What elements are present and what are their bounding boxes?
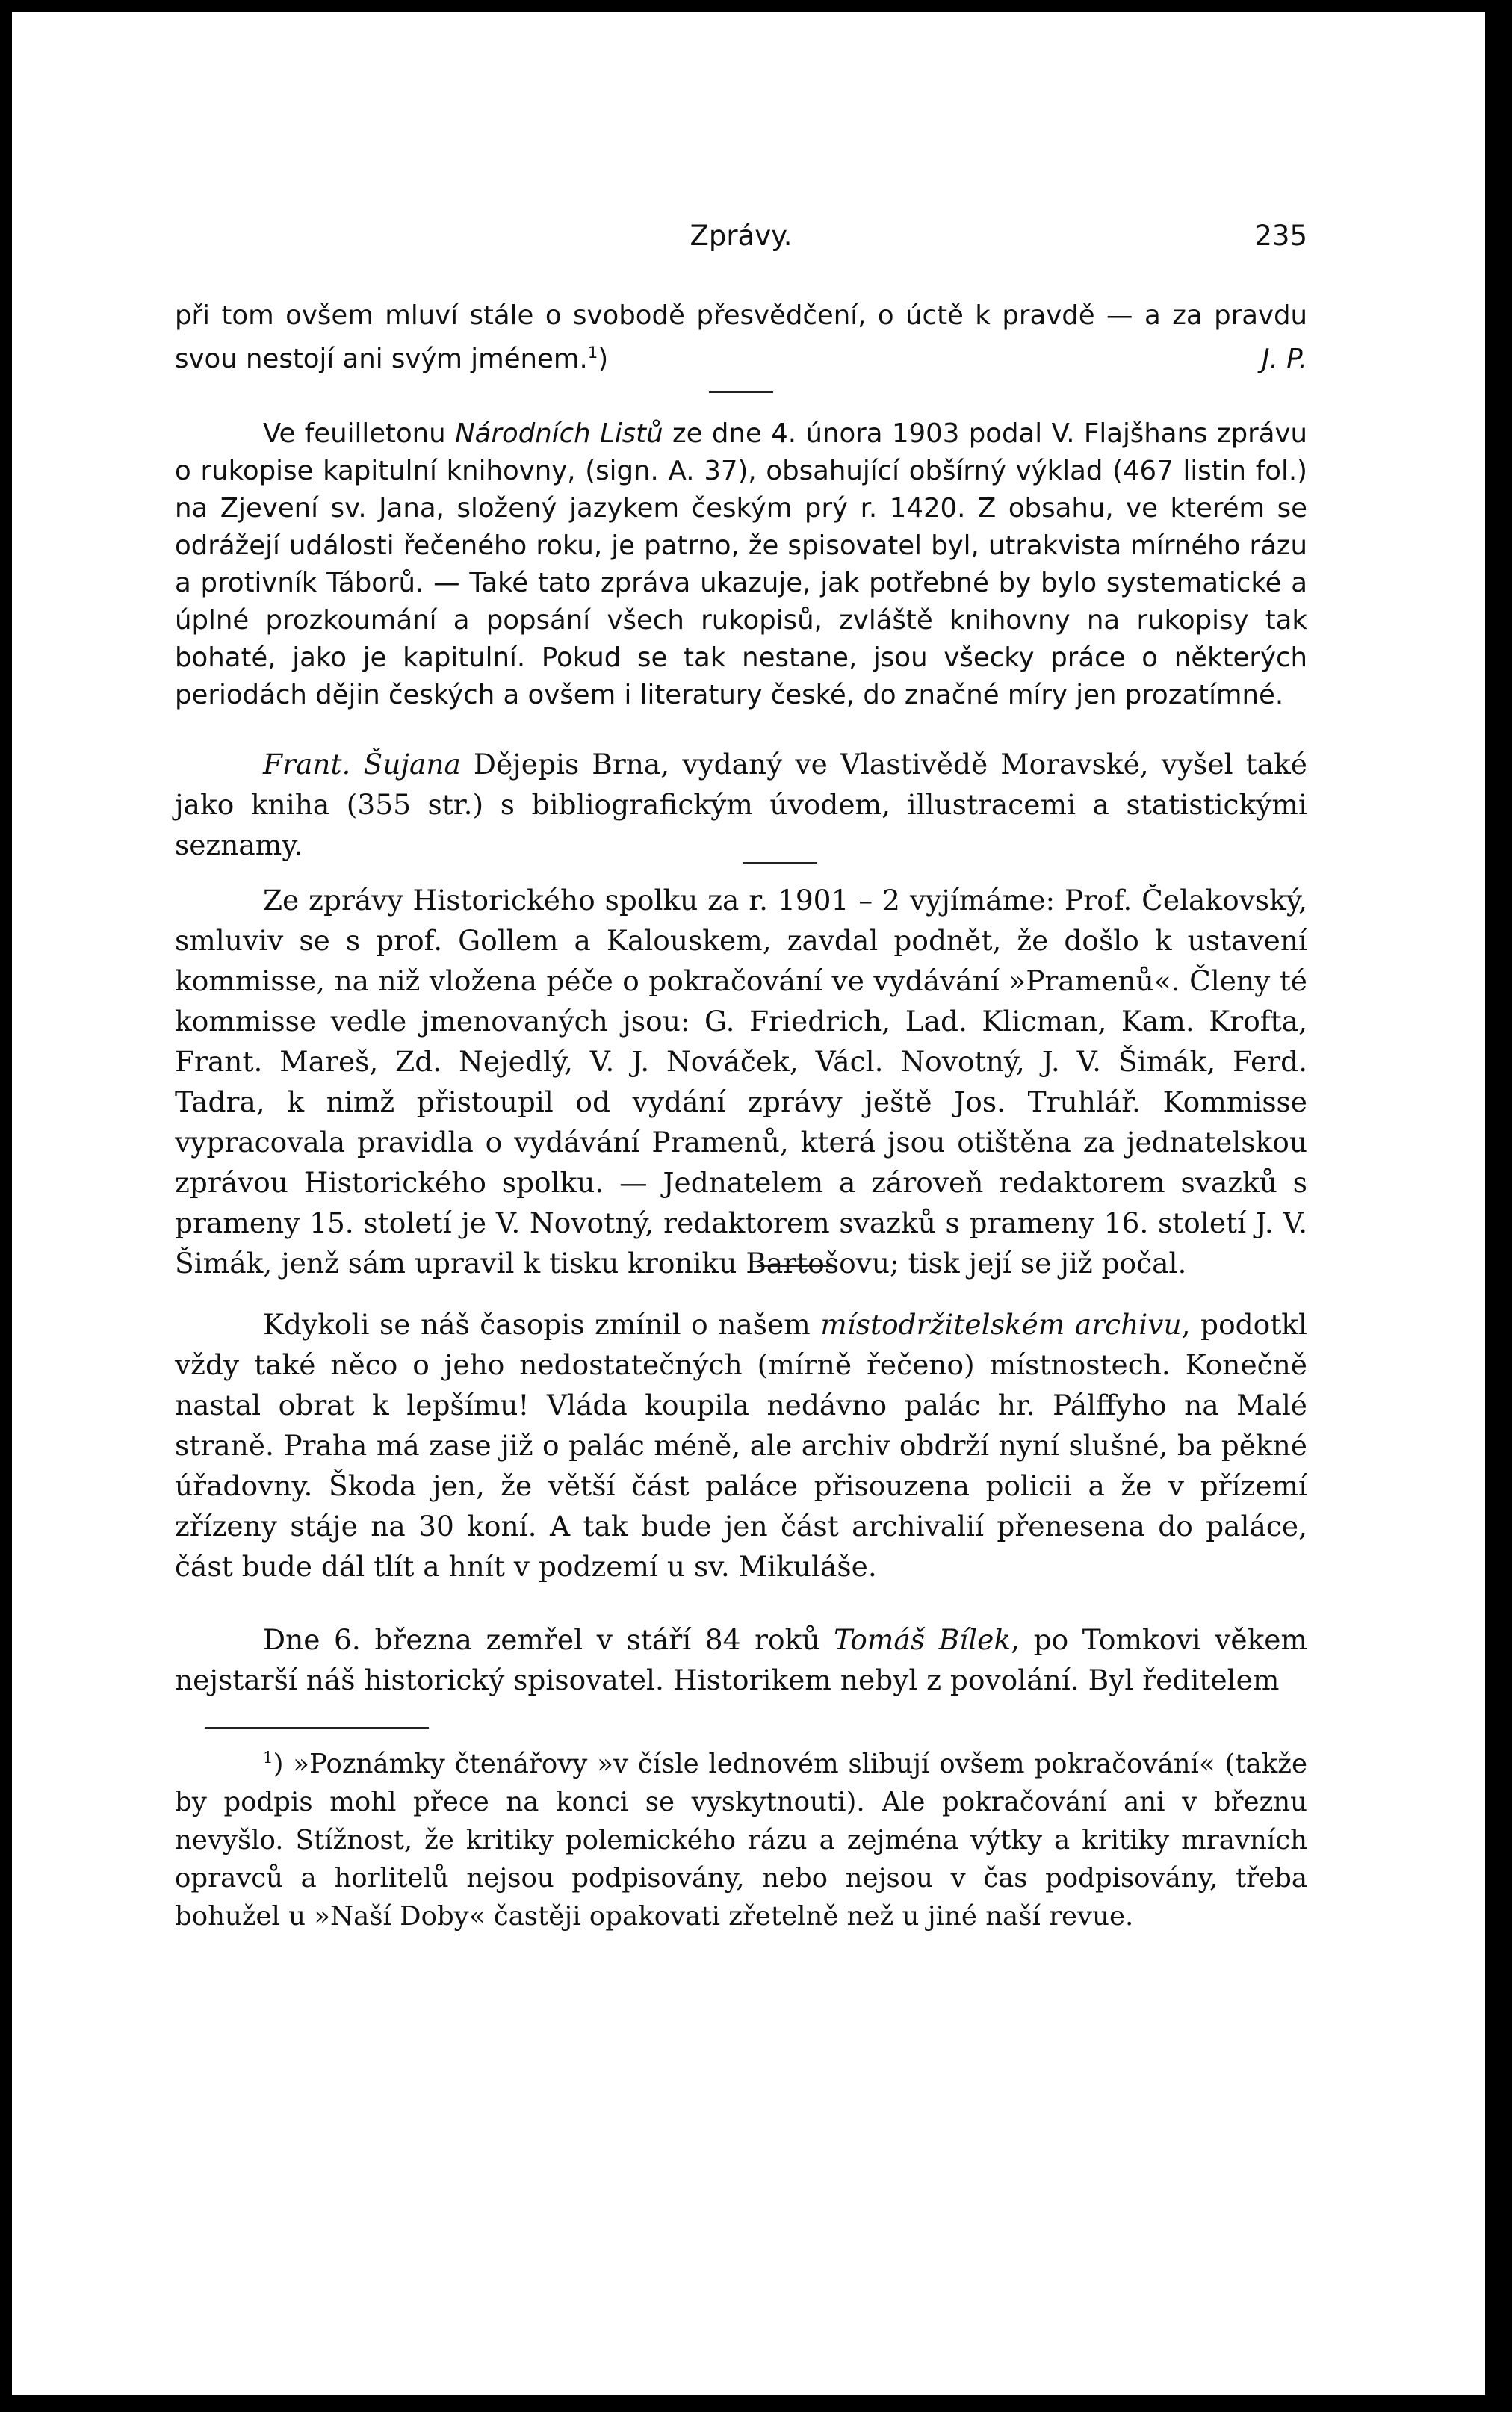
page-number: 235 — [1254, 220, 1307, 252]
paragraph-4: Ze zprávy Historického spolku za r. 1901 – 2 vyjímáme: Prof. Čelakovský, smluviv se s prof. Gollem a Kalouskem, zavdal podnět, že došlo k ustavení kommisse, na niž vložena péče o pokračování ve vydávání »Pramenů«. Členy té kommisse vedle jmenovaných jsou: G. Friedrich, Lad. Klicman, Kam. Krofta, Frant. Mareš, Zd. Nejedlý, V. J. Nováček, Václ. Novotný, J. V. Šimák, Ferd. Tadra, k nimž přistoupil od vydání zprávy ještě Jos. Truhlář. Kommisse vypracovala pravidla o vydávání Pramenů, která jsou otištěna za jednatelskou zprávou Historického spolku. — Jednatelem a zároveň redaktorem svazků s prameny 15. století je V. Novotný, redaktorem svazků s prameny 16. století J. V. Šimák, jenž sám upravil k tisku kroniku Bartošovu; tisk její se již počal. — [175, 883, 1307, 1280]
paragraph-3 — [175, 744, 1307, 865]
person-name: Tomáš Bílek — [834, 1622, 1011, 1656]
paragraph-2-lead: Ve feuilletonu — [263, 418, 456, 449]
paragraph-2-text: ze dne 4. února 1903 podal V. Flajšhans zprávu o rukopise kapitulní knihovny, (sign. A. 37), obsahující obšírný výklad (467 listin fol.) na Zjevení sv. Jana, složený jazykem českým prý r. 1420. Z obsahu, ve kterém se odrážejí události řečeného roku, je patrno, že spisovatel byl, utrakvista mírného rázu a protivník Táborů. — Také tato zpráva ukazuje, jak potřebné by bylo systematické a úplné prozkoumání a popsání všech rukopisů, zvláště knihovny na rukopisy tak bohaté, jako je kapitulní. Pokud se tak nestane, jsou všecky práce o některých periodách dějin českých a ovšem i literatury české, do značné míry jen prozatímné. — [175, 418, 1307, 710]
footnote-mark: 1 — [263, 1748, 273, 1767]
paragraph-2 — [175, 415, 1307, 714]
archive-name: místodržitelském archivu — [820, 1307, 1182, 1341]
newspaper-title: Národních Listů — [455, 418, 663, 449]
section-divider-1 — [709, 391, 773, 393]
paragraph-5-text: , podotkl vždy také něco o jeho nedostatečných (mírně řečeno) místnostech. Konečně nastal obrat k lepšímu! Vláda koupila nedávno palác hr. Pálffyho na Malé straně. Praha má zase již o palác méně, ale archiv obdrží nyní slušné, ba pěkné úřadovny. Škoda jen, že větší část paláce přisouzena policii a že v přízemí zřízeny stáje na 30 koní. A tak bude jen část archivalií přenesena do paláce, část bude dál tlít a hnít v podzemí u sv. Mikuláše. — [175, 1307, 1308, 1583]
paragraph-1-text: při tom ovšem mluví stále o svobodě přesvědčení, o úctě k pravdě — a za pravdu svou nestojí ani svým jménem. — [175, 300, 1307, 374]
paragraph-6-text: , po Tomkovi věkem nejstarší náš historický spisovatel. Historikem nebyl z povolání. Byl ředitelem — [175, 1622, 1308, 1696]
paragraph-6 — [175, 1619, 1307, 1700]
signature: J. P. — [1262, 343, 1307, 374]
running-header — [175, 215, 1307, 260]
paragraph-3-text: Dějepis Brna, vydaný ve Vlastivědě Moravské, vyšel také jako kniha (355 str.) s bibliografickým úvodem, illustracemi a statistickými seznamy. — [175, 747, 1307, 861]
author-name: Frant. Šujana — [263, 747, 461, 781]
article-body — [175, 297, 1307, 1935]
section-divider-2 — [743, 862, 817, 864]
footnote-text: »Poznámky čtenářovy »v čísle lednovém slibují ovšem pokračování« (takže by podpis mohl přece na konci se vyskytnouti). Ale pokračování ani v březnu nevyšlo. Stížnost, že kritiky polemického rázu a zejména výtky a kritiky mravních opravců a horlitelů nejsou podpisovány, nebo nejsou v čas podpisovány, třeba bohužel u »Naší Doby« častěji opakovati zřetelně než u jiné naší revue. — [175, 1748, 1307, 1932]
paragraph-5-lead: Kdykoli se náš časopis zmínil o našem — [263, 1307, 821, 1341]
scanned-page — [12, 12, 1485, 2395]
footnote-divider — [205, 1727, 429, 1729]
footnote-reference: 1 — [587, 344, 598, 362]
footnote: $^1$) »Poznámky čtenářovy »v čísle lednovém slibují ovšem pokračování« (takže by podpis mohl přece na konci se vyskytnouti). Ale pokračování ani v březnu nevyšlo. Stížnost, že kritiky polemického rázu a zejména výtky a kritiky mravních opravců a horlitelů nejsou podpisovány, nebo nejsou v čas podpisovány, třeba bohužel u »Naší Doby« častěji opakovati zřetelně než u jiné naší revue. — [175, 1748, 1307, 1932]
paragraph-1: při tom ovšem mluví stále o svobodě přesvědčení, o úctě k pravdě — a za pravdu svou nestojí ani svým jménem.$^1$) — [175, 300, 1307, 374]
paragraph-5 — [175, 1304, 1307, 1587]
header-title: Zprávy. — [690, 220, 793, 252]
paragraph-6-lead: Dne 6. března zemřel v stáří 84 roků — [263, 1622, 834, 1656]
